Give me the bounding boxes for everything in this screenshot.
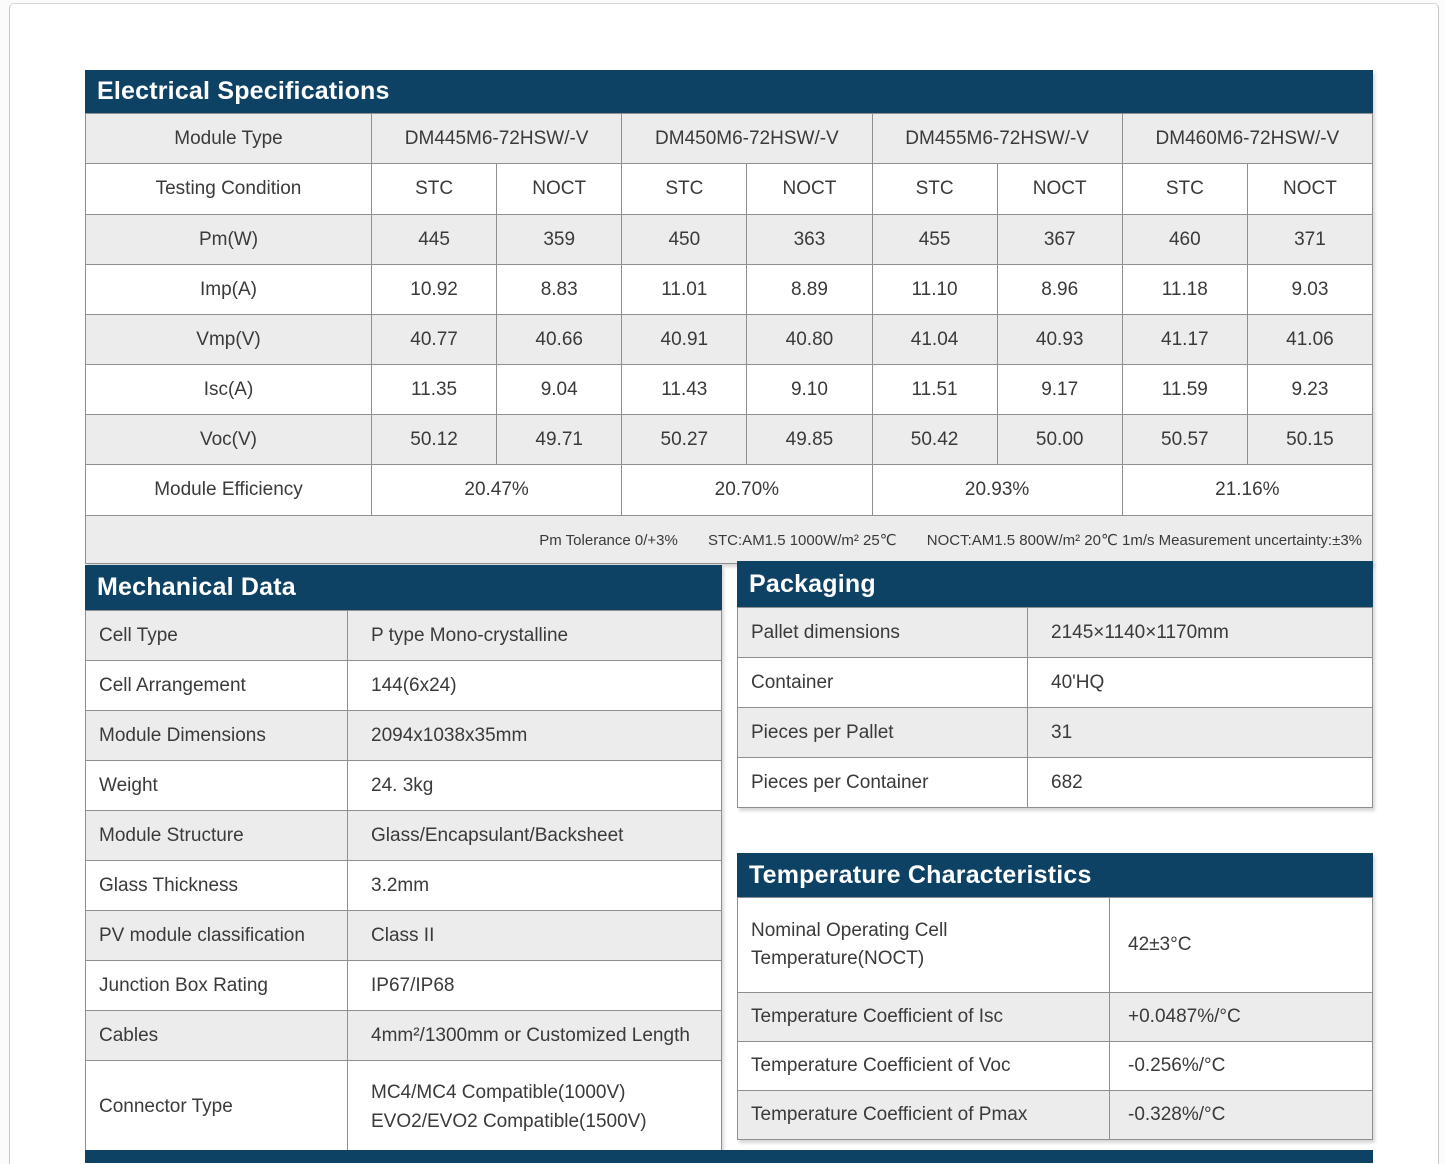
testing-condition-row (86, 164, 1373, 215)
condition-cell: STC (372, 164, 497, 215)
table-row (738, 608, 1373, 658)
value-cell: 50.42 (872, 415, 997, 465)
spec-label: PV module classification (86, 911, 348, 961)
spec-value: 2094x1038x35mm (348, 711, 722, 761)
spec-label: Container (738, 658, 1028, 708)
table-row (738, 1042, 1373, 1091)
packaging-title: Packaging (749, 569, 876, 598)
electrical-specifications-panel (85, 70, 1373, 564)
condition-cell: NOCT (747, 164, 872, 215)
spec-value: IP67/IP68 (348, 961, 722, 1011)
spec-value: 2145×1140×1170mm (1028, 608, 1373, 658)
value-cell: 11.18 (1122, 265, 1247, 315)
value-cell: 40.77 (372, 315, 497, 365)
table-row (86, 761, 722, 811)
value-cell: 9.23 (1247, 365, 1372, 415)
row-label: Pm(W) (86, 215, 372, 265)
spec-value: -0.256%/°C (1110, 1042, 1373, 1091)
value-cell: 363 (747, 215, 872, 265)
value-cell: 445 (372, 215, 497, 265)
spec-label: Cell Arrangement (86, 661, 348, 711)
value-cell: 40.91 (622, 315, 747, 365)
value-cell: 371 (1247, 215, 1372, 265)
spec-value: 682 (1028, 758, 1373, 808)
value-cell: 11.10 (872, 265, 997, 315)
table-row (86, 911, 722, 961)
spec-value: P type Mono-crystalline (348, 611, 722, 661)
value-cell: 50.15 (1247, 415, 1372, 465)
condition-cell: NOCT (1247, 164, 1372, 215)
temperature-characteristics-title: Temperature Characteristics (749, 860, 1092, 889)
value-cell: 11.35 (372, 365, 497, 415)
spec-value: -0.328%/°C (1110, 1091, 1373, 1140)
value-cell: 11.59 (1122, 365, 1247, 415)
table-row (86, 961, 722, 1011)
spec-value: +0.0487%/°C (1110, 993, 1373, 1042)
spec-label: Temperature Coefficient of Isc (738, 993, 1110, 1042)
table-row (86, 661, 722, 711)
value-cell: 9.03 (1247, 265, 1372, 315)
efficiency-cell: 20.70% (622, 465, 872, 516)
value-cell: 11.01 (622, 265, 747, 315)
electrical-specifications-table (85, 113, 1373, 564)
spec-value: 24. 3kg (348, 761, 722, 811)
spec-label: Weight (86, 761, 348, 811)
value-cell: 49.85 (747, 415, 872, 465)
spec-value: 31 (1028, 708, 1373, 758)
footnote-cell (86, 516, 1373, 564)
value-cell: 10.92 (372, 265, 497, 315)
value-cell: 50.00 (997, 415, 1122, 465)
value-cell: 40.93 (997, 315, 1122, 365)
connector-line-2: EVO2/EVO2 Compatible(1500V) (371, 1111, 647, 1132)
value-cell: 40.66 (497, 315, 622, 365)
packaging-table (737, 607, 1373, 808)
spec-label: Nominal Operating Cell Temperature(NOCT) (738, 898, 1110, 993)
value-cell: 41.06 (1247, 315, 1372, 365)
footnote-stc: STC:AM1.5 1000W/m² 25℃ (708, 531, 897, 549)
value-cell: 460 (1122, 215, 1247, 265)
spec-label: Junction Box Rating (86, 961, 348, 1011)
value-cell: 50.12 (372, 415, 497, 465)
packaging-header (737, 561, 1373, 607)
row-label: Testing Condition (86, 164, 372, 215)
table-row (738, 898, 1373, 993)
table-row (86, 1011, 722, 1061)
spec-value (348, 1061, 722, 1154)
value-cell: 40.80 (747, 315, 872, 365)
footnote-row (86, 516, 1373, 564)
efficiency-cell: 21.16% (1122, 465, 1372, 516)
value-cell: 11.43 (622, 365, 747, 415)
row-label: Isc(A) (86, 365, 372, 415)
spec-value: 4mm²/1300mm or Customized Length (348, 1011, 722, 1061)
module-type-row (86, 114, 1373, 164)
value-cell: 450 (622, 215, 747, 265)
table-row (86, 711, 722, 761)
module-efficiency-row (86, 465, 1373, 516)
spec-label: Connector Type (86, 1061, 348, 1154)
isc-row (86, 365, 1373, 415)
spec-label: Cables (86, 1011, 348, 1061)
electrical-specifications-title: Electrical Specifications (97, 77, 390, 105)
efficiency-cell: 20.47% (372, 465, 622, 516)
mechanical-data-header (85, 565, 722, 610)
value-cell: 455 (872, 215, 997, 265)
value-cell: 9.04 (497, 365, 622, 415)
spec-label: Cell Type (86, 611, 348, 661)
mechanical-data-table (85, 610, 722, 1154)
table-row (738, 1091, 1373, 1140)
spec-label: Pallet dimensions (738, 608, 1028, 658)
voc-row (86, 415, 1373, 465)
spec-label: Glass Thickness (86, 861, 348, 911)
spec-value: Glass/Encapsulant/Backsheet (348, 811, 722, 861)
table-row (738, 658, 1373, 708)
spec-label: Temperature Coefficient of Voc (738, 1042, 1110, 1091)
spec-value: Class II (348, 911, 722, 961)
row-label: Vmp(V) (86, 315, 372, 365)
module-name: DM445M6-72HSW/-V (372, 114, 622, 164)
pm-row (86, 215, 1373, 265)
condition-cell: NOCT (997, 164, 1122, 215)
value-cell: 41.04 (872, 315, 997, 365)
table-row (86, 1061, 722, 1154)
value-cell: 8.89 (747, 265, 872, 315)
table-row (86, 861, 722, 911)
row-label: Module Type (86, 114, 372, 164)
spec-label: Module Dimensions (86, 711, 348, 761)
condition-cell: STC (622, 164, 747, 215)
condition-cell: STC (1122, 164, 1247, 215)
value-cell: 9.10 (747, 365, 872, 415)
value-cell: 11.51 (872, 365, 997, 415)
module-name: DM455M6-72HSW/-V (872, 114, 1122, 164)
vmp-row (86, 315, 1373, 365)
temperature-characteristics-header (737, 853, 1373, 897)
row-label: Imp(A) (86, 265, 372, 315)
value-cell: 9.17 (997, 365, 1122, 415)
table-row (738, 993, 1373, 1042)
value-cell: 367 (997, 215, 1122, 265)
mechanical-data-panel (85, 565, 722, 1154)
table-row (738, 758, 1373, 808)
spec-label: Module Structure (86, 811, 348, 861)
value-cell: 8.96 (997, 265, 1122, 315)
temperature-characteristics-table (737, 897, 1373, 1140)
spec-value: 144(6x24) (348, 661, 722, 711)
footnote-tolerance: Pm Tolerance 0/+3% (539, 531, 678, 549)
efficiency-cell: 20.93% (872, 465, 1122, 516)
value-cell: 359 (497, 215, 622, 265)
value-cell: 49.71 (497, 415, 622, 465)
value-cell: 50.27 (622, 415, 747, 465)
row-label: Module Efficiency (86, 465, 372, 516)
spec-value: 3.2mm (348, 861, 722, 911)
table-row (86, 811, 722, 861)
next-section-header-bar (85, 1150, 1373, 1163)
spec-value: 42±3°C (1110, 898, 1373, 993)
module-name: DM450M6-72HSW/-V (622, 114, 872, 164)
table-row (738, 708, 1373, 758)
footnote-noct: NOCT:AM1.5 800W/m² 20℃ 1m/s Measurement uncertainty:±3% (926, 531, 1362, 549)
spec-label: Pieces per Pallet (738, 708, 1028, 758)
spec-value: 40'HQ (1028, 658, 1373, 708)
condition-cell: NOCT (497, 164, 622, 215)
temperature-characteristics-panel (737, 853, 1373, 1140)
mechanical-data-title: Mechanical Data (97, 573, 296, 601)
table-row (86, 611, 722, 661)
value-cell: 41.17 (1122, 315, 1247, 365)
value-cell: 8.83 (497, 265, 622, 315)
electrical-specifications-header (85, 70, 1373, 113)
condition-cell: STC (872, 164, 997, 215)
packaging-panel (737, 561, 1373, 808)
row-label: Voc(V) (86, 415, 372, 465)
module-name: DM460M6-72HSW/-V (1122, 114, 1372, 164)
value-cell: 50.57 (1122, 415, 1247, 465)
spec-label: Pieces per Container (738, 758, 1028, 808)
connector-line-1: MC4/MC4 Compatible(1000V) (371, 1081, 626, 1103)
imp-row (86, 265, 1373, 315)
spec-label: Temperature Coefficient of Pmax (738, 1091, 1110, 1140)
